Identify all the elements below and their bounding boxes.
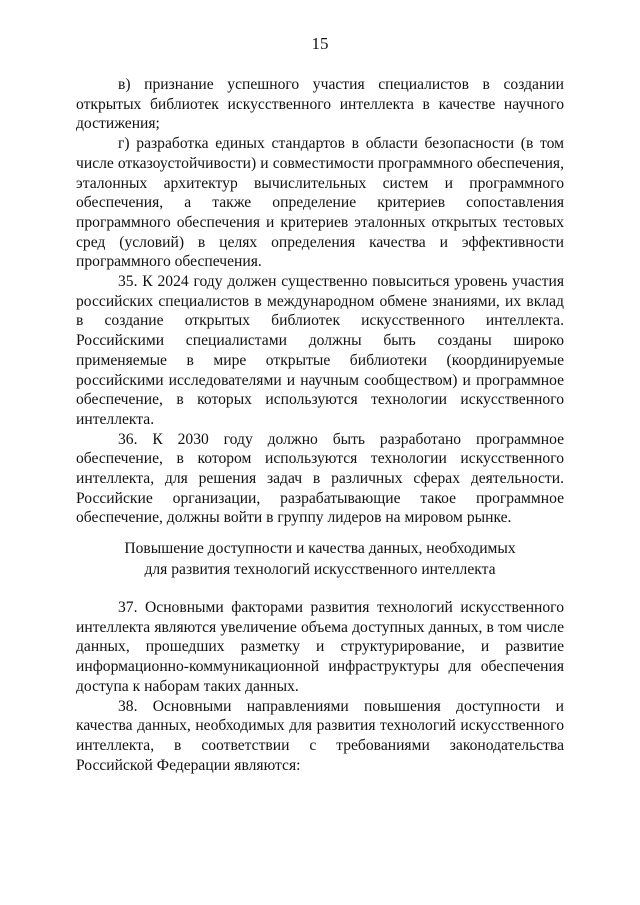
page-number: 15 — [311, 34, 329, 53]
section-heading-line-1: Повышение доступности и качества данных, необходимых — [124, 540, 516, 557]
paragraph-item-g: г) разработка единых стандартов в области безопасности (в том числе отказоустойчивости) и совместимости программного обеспечения, эталонных архитектур вычислительных систем и программного обеспечения, а также определение критериев сопоставления программного обеспечения и критериев эталонных открытых тестовых сред (условий) в целях определения качества и эффективности программного обеспечения. — [76, 135, 564, 271]
paragraph-36: 36. К 2030 году должно быть разработано программное обеспечение, в котором используются технологии искусственного интеллекта, для решения задач в различных сферах деятельности. Российские организации, разрабатывающие такое программное обеспечение, должны войти в группу лидеров на мировом рынке. — [76, 430, 564, 527]
paragraph-35: 35. К 2024 году должен существенно повыситься уровень участия российских специалистов в международном обмене знаниями, их вклад в создание открытых библиотек искусственного интеллекта. Российскими специалистами должны быть созданы широко применяемые в мире открытые библиотеки (координируемые российскими исследователями и научным сообществом) и программное обеспечение, в которых используются технологии искусственного интеллекта. — [76, 273, 564, 428]
section-heading-line-2: для развития технологий искусственного интеллекта — [144, 561, 496, 578]
section-heading — [76, 538, 564, 580]
paragraph-38: 38. Основными направлениями повышения доступности и качества данных, необходимых для развития технологий искусственного интеллекта, в соответствии с требованиями законодательства Российской Федерации являются: — [76, 697, 564, 774]
text-block-lower — [76, 598, 564, 775]
paragraph-item-v: в) признание успешного участия специалистов в создании открытых библиотек искусственного интеллекта в качестве научного достижения; — [76, 76, 564, 133]
text-block-upper — [76, 75, 564, 528]
paragraph-37: 37. Основными факторами развития технологий искусственного интеллекта являются увеличение объема доступных данных, в том числе данных, прошедших разметку и структурирование, и развитие информационно-коммуникационной инфраструктуры для обеспечения доступа к наборам таких данных. — [76, 599, 564, 695]
